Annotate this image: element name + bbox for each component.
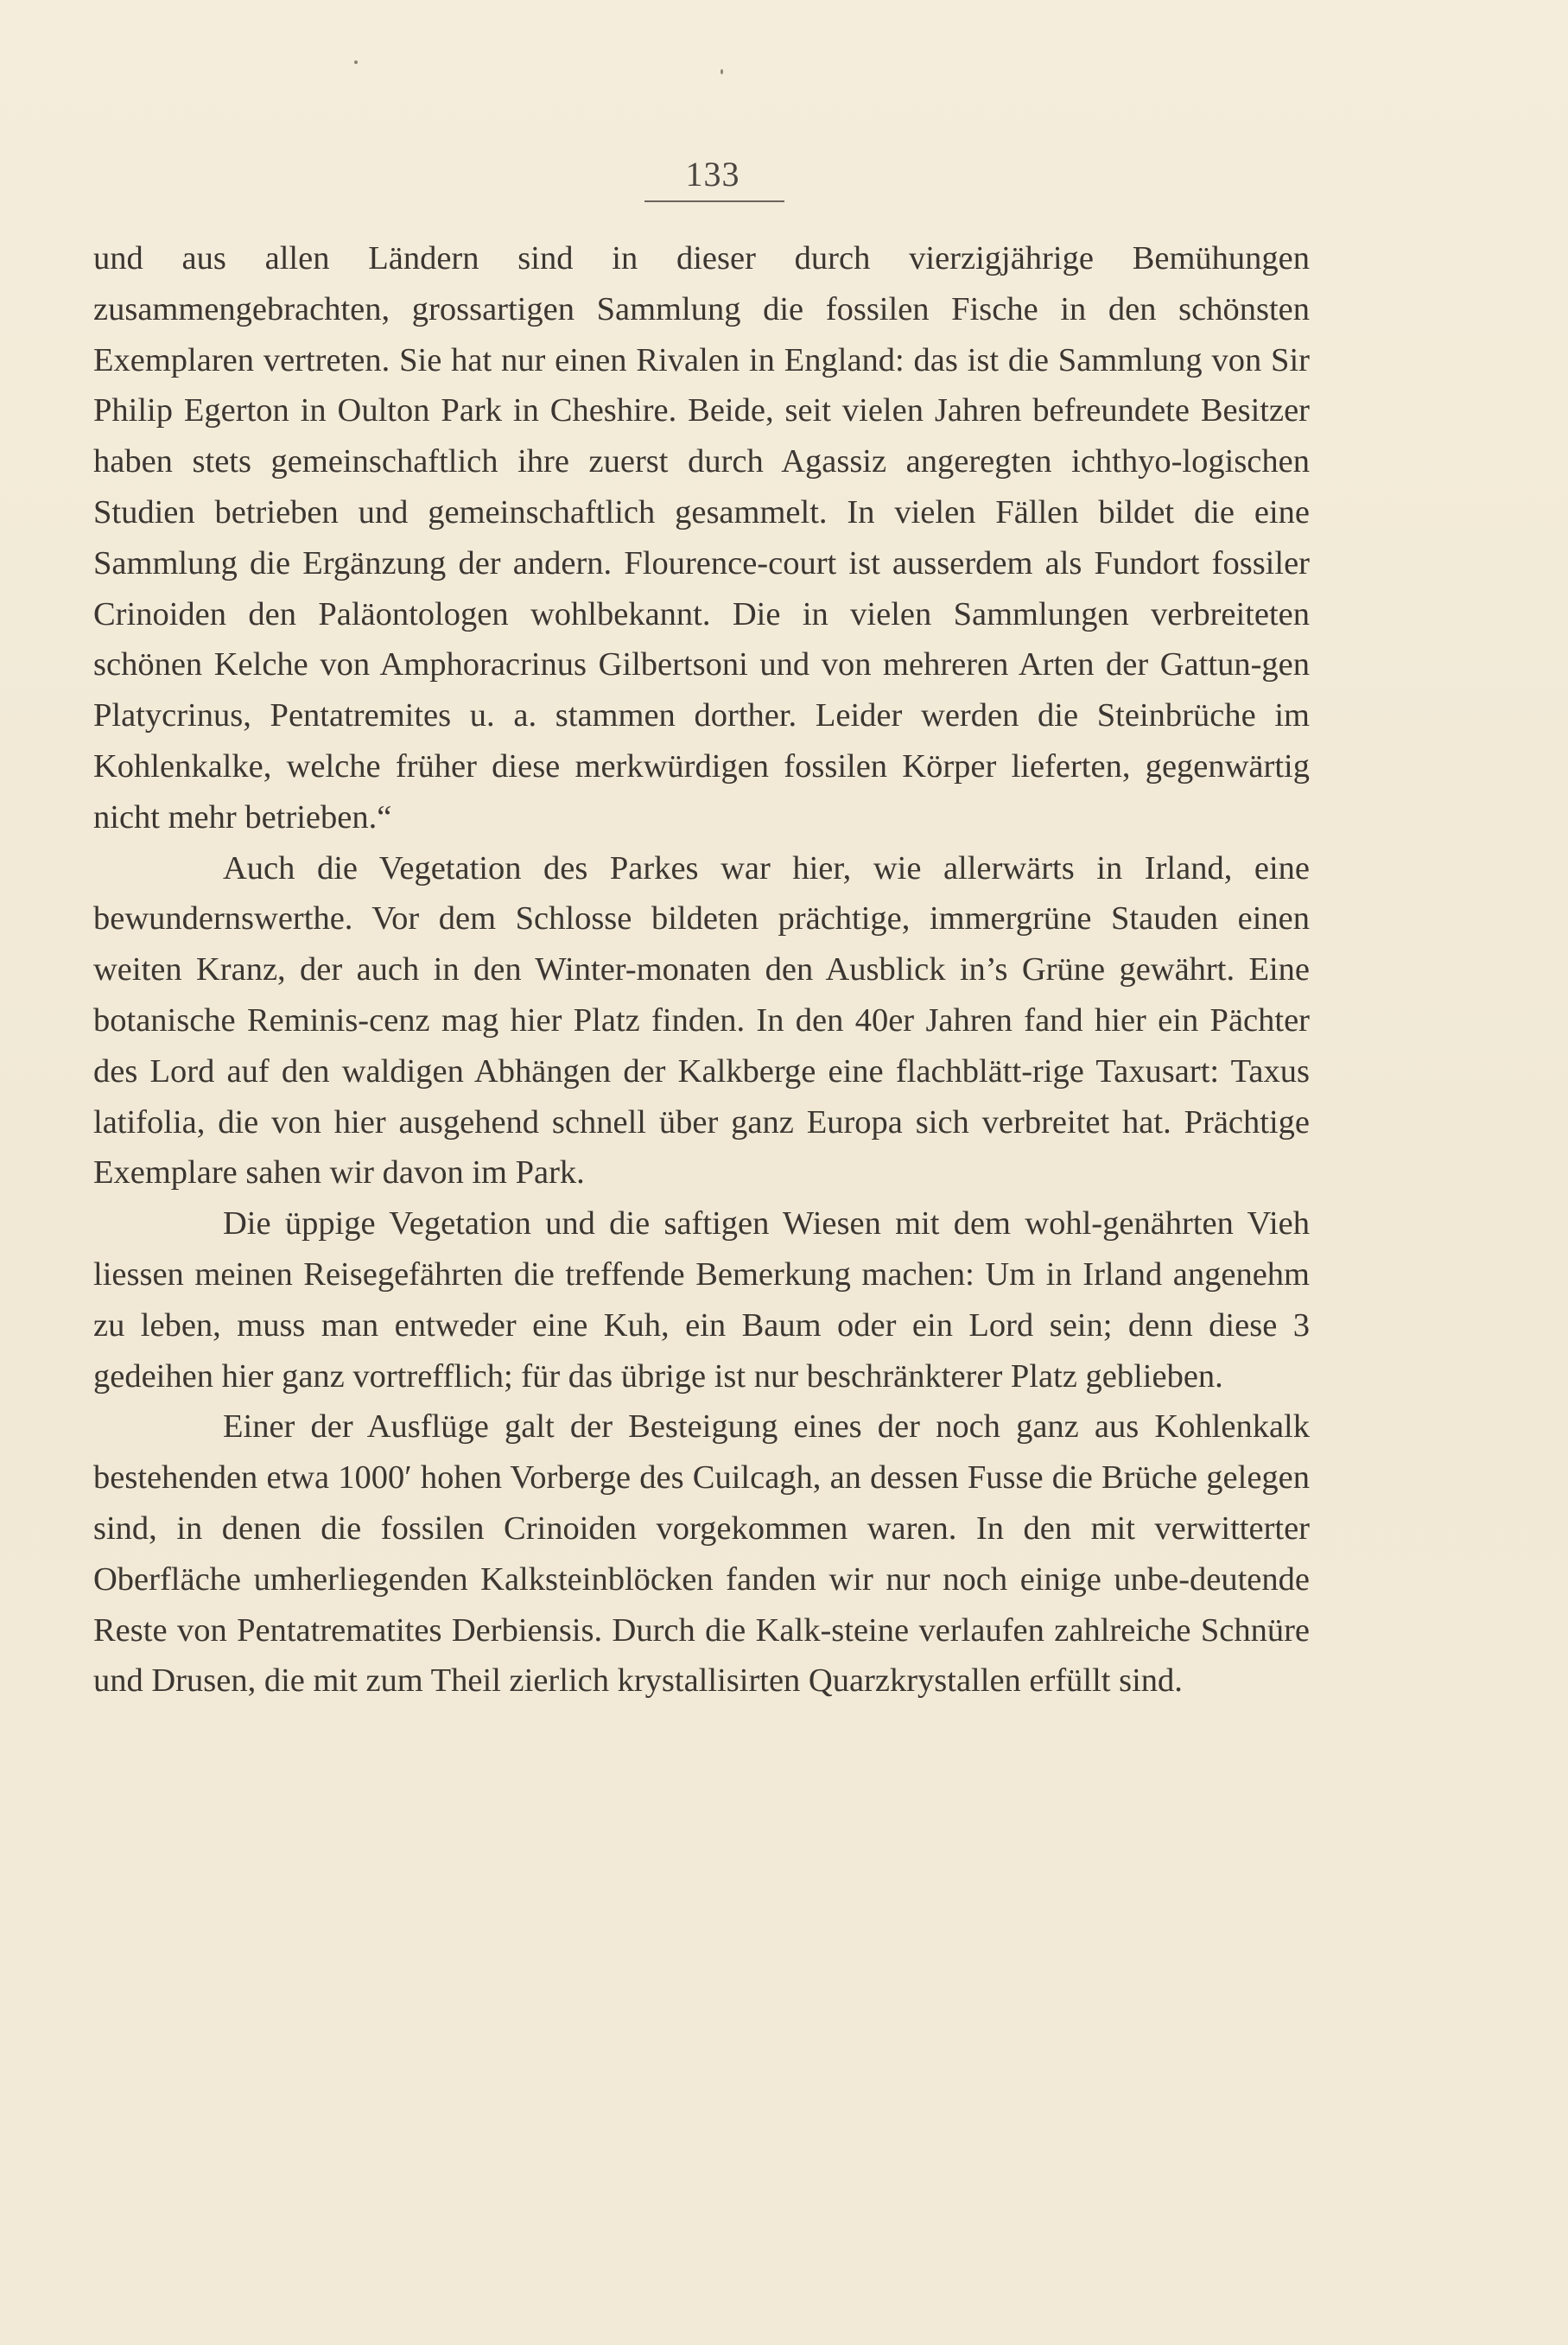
paragraph: Die üppige Vegetation und die saftigen Wiesen mit dem wohl-genährten Vieh liessen meinen Reisegefährten die treffende Bemerkung machen: Um in Irland angenehm zu leben, muss man entweder eine Kuh, ein Baum oder ein Lord sein; denn diese 3 gedeihen hier ganz vortrefflich; für das übrige ist nur beschränkterer Platz geblieben. <box>93 1205 1310 1395</box>
paragraph: und aus allen Ländern sind in dieser durch vierzigjährige Bemühungen zusammengebrachten, grossartigen Sammlung die fossilen Fische in den schönsten Exemplaren vertreten. Sie hat nur einen Rivalen in England: das ist die Sammlung von Sir Philip Egerton in Oulton Park in Cheshire. Beide, seit vielen Jahren befreundete Besitzer haben stets gemeinschaftlich ihre zuerst durch Agassiz angeregten ichthyo-logischen Studien betrieben und gemeinschaftlich gesammelt. In vielen Fällen bildet die eine Sammlung die Ergänzung der andern. Flourence-court ist ausserdem als Fundort fossiler Crinoiden den Paläontologen wohlbekannt. Die in vielen Sammlungen verbreiteten schönen Kelche von Amphoracrinus Gilbertsoni und von mehreren Arten der Gattun-gen Platycrinus, Pentatremites u. a. stammen dorther. Leider werden die Steinbrüche im Kohlenkalke, welche früher diese merkwürdigen fossilen Körper lieferten, gegenwärtig nicht mehr betrieben.“ <box>93 240 1310 836</box>
paragraph: Einer der Ausflüge galt der Besteigung eines der noch ganz aus Kohlenkalk bestehenden etwa 1000′ hohen Vorberge des Cuilcagh, an dessen Fusse die Brüche gelegen sind, in denen die fossilen Crinoiden vorgekommen waren. In den mit verwitterter Oberfläche umherliegenden Kalksteinblöcken fanden wir nur noch einige unbe-deutende Reste von Pentatrematites Derbiensis. Durch die Kalk-steine verlaufen zahlreiche Schnüre und Drusen, die mit zum Theil zierlich krystallisirten Quarzkrystallen erfüllt sind. <box>93 1408 1310 1700</box>
paragraph: Auch die Vegetation des Parkes war hier, wie allerwärts in Irland, eine bewundernswerthe. Vor dem Schlosse bildeten prächtige, immergrüne Stauden einen weiten Kranz, der auch in den Winter-monaten den Ausblick in’s Grüne gewährt. Eine botanische Reminis-cenz mag hier Platz finden. In den 40er Jahren fand hier ein Pächter des Lord auf den waldigen Abhängen der Kalkberge eine flachblätt-rige Taxusart: Taxus latifolia, die von hier ausgehend schnell über ganz Europa sich verbreitet hat. Prächtige Exemplare sahen wir davon im Park. <box>93 849 1310 1192</box>
header-rule <box>644 200 784 202</box>
page-number: 133 <box>685 155 740 194</box>
scan-speck-mark <box>721 69 723 74</box>
body-text <box>93 233 1310 1706</box>
scan-speck-mark <box>354 60 358 64</box>
